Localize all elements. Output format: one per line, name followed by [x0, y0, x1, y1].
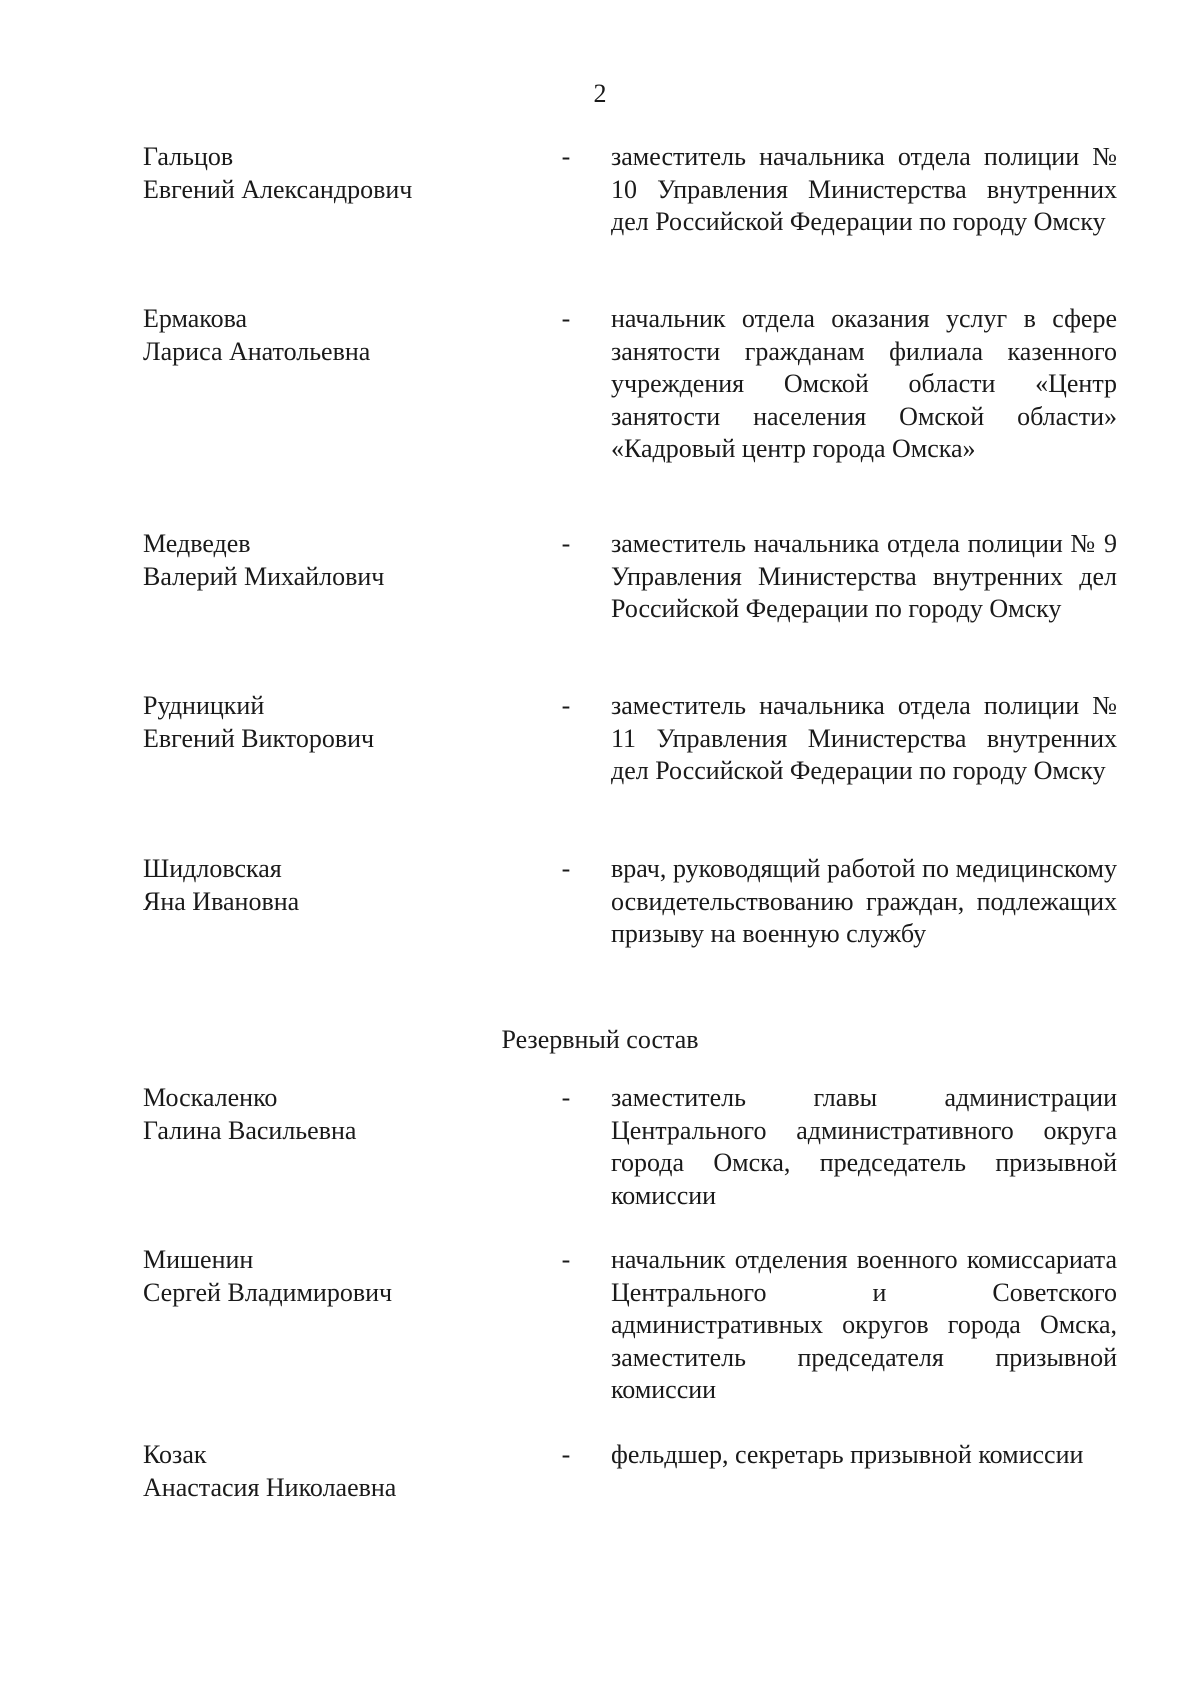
member-name [143, 1439, 523, 1504]
dash-separator: - [561, 691, 571, 720]
member-position: заместитель начальника отдела полиции № 10 Управления Министерства внутренних дел Российской Федерации по городу Омску [611, 142, 1117, 236]
member-name [143, 853, 523, 918]
member-given-names: Сергей Владимирович [143, 1277, 393, 1307]
member-position: заместитель начальника отдела полиции № 9 Управления Министерства внутренних дел Российской Федерации по городу Омску [611, 529, 1117, 623]
member-given-names: Лариса Анатольевна [143, 336, 371, 366]
member-surname: Москаленко [143, 1083, 278, 1112]
member-surname: Гальцов [143, 142, 234, 171]
member-surname: Медведев [143, 529, 251, 558]
member-surname: Козак [143, 1440, 207, 1469]
member-surname: Рудницкий [143, 691, 265, 720]
member-position: фельдшер, секретарь призывной комиссии [611, 1440, 1084, 1469]
member-given-names: Анастасия Николаевна [143, 1472, 397, 1502]
dash-separator: - [561, 529, 571, 558]
dash-separator: - [561, 1245, 571, 1274]
member-surname: Ермакова [143, 304, 248, 333]
member-position: заместитель главы администрации Центрального административного округа города Омска, председатель призывной комиссии [611, 1083, 1117, 1210]
member-given-names: Евгений Викторович [143, 723, 375, 753]
member-position: начальник отдела оказания услуг в сфере занятости гражданам филиала казенного учреждения Омской области «Центр занятости населения Омской области» «Кадровый центр города Омска» [611, 304, 1117, 463]
member-name [143, 141, 523, 206]
dash-separator: - [561, 142, 571, 171]
dash-separator: - [561, 304, 571, 333]
member-name [143, 528, 523, 593]
member-given-names: Евгений Александрович [143, 174, 413, 204]
member-position: заместитель начальника отдела полиции № 11 Управления Министерства внутренних дел Российской Федерации по городу Омску [611, 691, 1117, 785]
member-name [143, 1082, 523, 1147]
member-given-names: Галина Васильевна [143, 1115, 357, 1145]
member-surname: Шидловская [143, 854, 282, 883]
dash-separator: - [561, 854, 571, 883]
member-position: начальник отделения военного комиссариата Центрального и Советского административных округов города Омска, заместитель председателя призывной комиссии [611, 1245, 1117, 1404]
member-name [143, 1244, 523, 1309]
reserve-section-heading: Резервный состав [501, 1025, 699, 1054]
dash-separator: - [561, 1083, 571, 1112]
dash-separator: - [561, 1440, 571, 1469]
page-number: 2 [593, 79, 607, 108]
member-name [143, 690, 523, 755]
member-surname: Мишенин [143, 1245, 254, 1274]
member-given-names: Яна Ивановна [143, 886, 300, 916]
member-given-names: Валерий Михайлович [143, 561, 385, 591]
member-name [143, 303, 523, 368]
member-position: врач, руководящий работой по медицинскому освидетельствованию граждан, подлежащих призыву на военную службу [611, 854, 1117, 948]
